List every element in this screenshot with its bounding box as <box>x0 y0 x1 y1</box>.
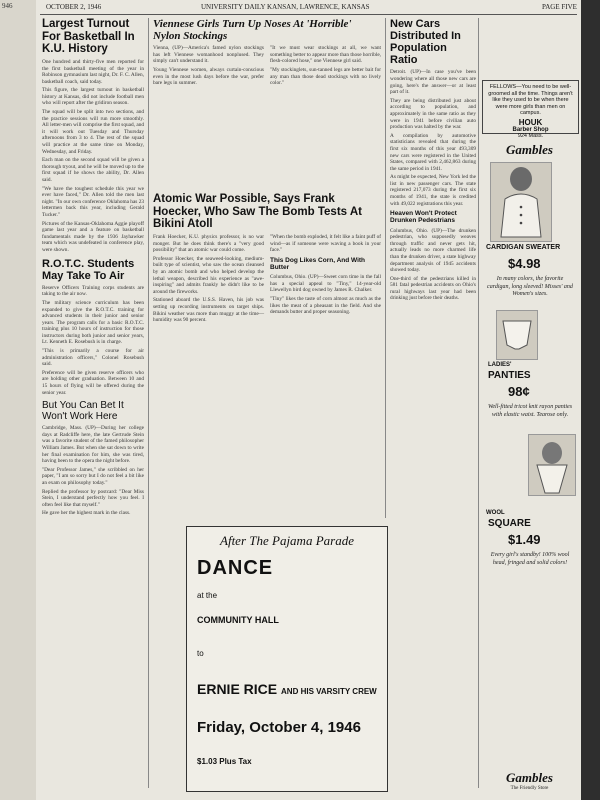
column-divider <box>148 18 149 788</box>
paragraph: Replied the professor by postcard: "Dear Miss Stein, I understand perfectly how you feel. I often feel like that myself." <box>42 488 144 508</box>
column-1 <box>42 18 144 794</box>
paragraph: Reserve Officers Training corps students are taking to the air now. <box>42 284 144 298</box>
barber-shop: Barber Shop <box>512 126 549 133</box>
paragraph: Cambridge, Mass. (UP)—During her college days at Radcliffe here, the late Gertrude Stein was a favorite student of the famed philosopher William James. But when she sat down to write her final examination for him, she was tired, having been to the opera the night before. <box>42 425 144 465</box>
atomic-story <box>153 234 381 504</box>
paragraph: As might be expected, New York led the list in new passenger cars. The state registered 217,073 during the first six months of 1941, the state is credited with 49,022 registrations this year. <box>390 174 476 207</box>
paragraph: Frank Hoecker, K.U. physics professor, is no war monger. But he does think there's a "very good possibility" that an atomic war could come. <box>153 234 264 254</box>
paragraph: Columbus, Ohio. (UP)—The drunken pedestrian, who supposedly weaves through traffic and never gets hit, actually leads no more charmed life than the drunken driver, a state highway department analysis of 1945 accidents showed today. <box>390 227 476 274</box>
gambles-footer-sub: The Friendly Store <box>510 786 549 791</box>
paragraph: The military science curriculum has been expanded to give the R.O.T.C. training for advanced students in their junior and senior years. The program calls for a basic R.O.T.C. training plus 10 hours of instruction for those instructors during both junior and senior years, Lt. Kenneth E. Rosebush is in charge. <box>42 299 144 346</box>
gambles-footer-logo: Gambles <box>506 770 553 785</box>
scarf-price: $1.49 <box>508 532 541 547</box>
paragraph: Young Viennese women, always curtain-conscious even in the most lush days before the war, prefer bare legs in summer. <box>153 66 264 87</box>
paragraph: "When the bomb exploded, it felt like a faint puff of wind—as if someone were waving a book in your face." <box>270 234 381 254</box>
panties-label: LADIES' <box>488 362 512 368</box>
headline-basketball: Largest Turnout For Basketball In K.U. History <box>42 18 135 56</box>
column-2 <box>153 18 381 524</box>
barber-address: 924 Mass. <box>517 132 544 139</box>
dance-advertisement <box>186 526 388 792</box>
headline-nylon: Viennese Girls Turn Up Noses At 'Horrible' Nylon Stockings <box>153 18 352 43</box>
column-divider <box>478 18 479 788</box>
paragraph: Pictures of the Kansas-Oklahoma Aggie playoff game last year and a feature on basketball fundamentals made by the 1936 Jayhawker team which was undefeated in conference play, were shown. <box>42 220 144 253</box>
scarf-description: Every girl's standby! 100% wool head, fringed and solid colors! <box>490 552 570 566</box>
masthead-paper: UNIVERSITY DAILY KANSAN, LAWRENCE, KANSAS <box>201 3 370 11</box>
newspaper-page <box>36 0 581 800</box>
paragraph: Preference will be given reserve officers who are holding other graduation. Between 10 and 15 hours of flying will be offered during the senior year. <box>42 369 144 396</box>
masthead <box>36 0 581 14</box>
nylon-story <box>153 45 381 190</box>
masthead-date: OCTOBER 2, 1946 <box>46 3 102 11</box>
scarf-label: WOOL <box>486 510 505 516</box>
panties-price: 98¢ <box>508 384 530 399</box>
sweater-price: $4.98 <box>508 256 541 271</box>
paragraph: The squad will be split into two sections, and the practice sessions will run more smoothly. All letter-men will comprise the first squad, and it will work out Tuesday and Thursday afternoons from 3 to 4. The rest of the squad will practice at the same time on Monday, Wednesday, and Friday. <box>42 109 144 155</box>
paragraph: One hundred and thirty-five men reported for the first basketball meeting of the year in Robinson gymnasium last night, Dr. F. C. Allen, basketball coach, said today. <box>42 58 144 85</box>
masthead-page: PAGE FIVE <box>542 3 577 11</box>
paragraph: Columbus, Ohio. (UP)—Sweet corn time in the fall has a special appeal to "Tiny," 14-year-old Llewellyn bird dog owned by James R. Chalker. <box>270 274 381 294</box>
panties-illustration <box>496 310 538 360</box>
headline-pedestrians: Heaven Won't Protect Drunken Pedestrians <box>390 210 457 225</box>
ad-band-rest: AND HIS VARSITY CREW <box>281 687 377 696</box>
sweater-illustration <box>490 162 552 242</box>
gambles-logo: Gambles <box>506 142 553 157</box>
scarf-name: SQUARE <box>488 518 531 529</box>
ad-at-the: at the <box>197 591 218 600</box>
barber-name: HOUK <box>518 117 543 127</box>
headline-stein: But You Can Bet It Won't Work Here <box>42 400 124 423</box>
headline-rotc: R.O.T.C. Students May Take To Air <box>42 257 135 282</box>
paragraph: They are being distributed just about according to population, and approximately in the same ratio as they were in 1941 before civilian auto production was halted by the war. <box>390 97 476 131</box>
headline-dog: This Dog Likes Corn, And With Butter <box>270 256 366 272</box>
paragraph: "Dear Professor James," she scribbled on her paper, "I am so sorry but I do not feel a bit like an exam on philosophy today." <box>42 466 144 486</box>
barber-ad <box>482 80 579 139</box>
paragraph: "This is primarily a course for air administration officers," Colonel Rosebush said. <box>42 348 144 368</box>
ad-venue: COMMUNITY HALL <box>197 615 279 625</box>
scarf-illustration <box>528 434 576 496</box>
paragraph: "Tiny" likes the taste of corn almost as much as the likes the meat of a pheasant in the field. And she demands butter and proper seasoning. <box>270 295 381 316</box>
paragraph: Vienna, (UP)—America's famed nylon stockings has left Viennese womanhood nonplused. They simply can't understand it. <box>153 45 264 65</box>
paragraph: A compilation by automotive statisticians revealed that during the first six months of this year 493,309 new cars were registered in the United States, compared with 2,462,863 during the same period in 1941. <box>390 132 476 172</box>
gambles-ad <box>482 138 577 792</box>
ad-to: to <box>197 649 204 658</box>
paragraph: "My stockinglets, sun-tanned legs are better bait for any man than those dead stockings with no lively color." <box>270 66 381 87</box>
column-divider <box>385 18 386 518</box>
ad-price: $1.03 Plus Tax <box>197 757 252 766</box>
ad-tagline: After The Pajama Parade <box>220 533 354 548</box>
paragraph: Professor Hoecker, the seaweed-looking, medium-built type of scientist, who saw the ocean cleansed by an atomic bomb and who helped develop the lethal weapon, described his experience as "awe-inspiring" and admits frankly he didn't like to be around the fireworks. <box>153 255 264 295</box>
sweater-name: CARDIGAN SWEATER <box>486 244 561 251</box>
headline-atomic: Atomic War Possible, Says Frank Hoecker, Who Saw The Bomb Tests At Bikini Atoll <box>153 193 362 231</box>
paragraph: He gave her the highest mark in the class. <box>42 510 131 517</box>
headline-cars: New Cars Distributed In Population Ratio <box>390 18 461 67</box>
masthead-rule <box>40 14 577 15</box>
paragraph: This figure, the largest turnout in basketball history at Kansas, did not include football men who will report after the gridiron season. <box>42 87 144 107</box>
panties-name: PANTIES <box>488 370 531 381</box>
adjacent-page-edge <box>0 0 36 800</box>
ad-band <box>197 681 377 697</box>
panties-description: Well-fitted tricot knit rayon panties with elastic waist. Tearose only. <box>487 404 573 418</box>
paragraph: One-third of the pedestrians killed in 581 fatal pedestrian accidents on Ohio's rural highways last year had been drinking just before their deaths. <box>390 275 476 302</box>
paragraph: "We have the toughest schedule this year we ever have faced," Dr. Allen told the men last night. "In our own conference Oklahoma has 23 lettermen back this year, including Gerald Tucker." <box>42 185 144 218</box>
paragraph: Detroit. (UP)—In case you've been wondering where all those new cars are going, here's the answer—or at least part of it. <box>390 69 476 96</box>
barber-ad-text: FELLOWS—You need to be well-groomed all the time. Things aren't like they used to be when there were more girls than men on campus. <box>488 84 573 116</box>
paragraph: Each man on the second squad will be given a thorough tryout, and he will be moved up to the first squad if he shows the ability, Dr. Allen said. <box>42 157 144 184</box>
ad-date: Friday, October 4, 1946 <box>197 719 361 736</box>
column-3 <box>390 18 476 518</box>
scan-border <box>581 0 600 800</box>
ad-title: DANCE <box>197 557 274 579</box>
ad-band-main: ERNIE RICE <box>197 681 278 697</box>
edge-page-number: 946 <box>2 2 13 10</box>
paragraph: "It we must wear stockings at all, we want something better to appear more than those horrible, flesh-colored hose," one Viennese girl said. <box>270 45 381 65</box>
paragraph: Stationed aboard the U.S.S. Haven, his job was setting up recording instruments on target ships. Bikini weather was more than muggy at the time—humidity was 90 percent. <box>153 297 264 324</box>
sweater-description: In many colors, the favorite cardigan, long sleeved! Misses' and Women's sizes. <box>487 276 573 297</box>
